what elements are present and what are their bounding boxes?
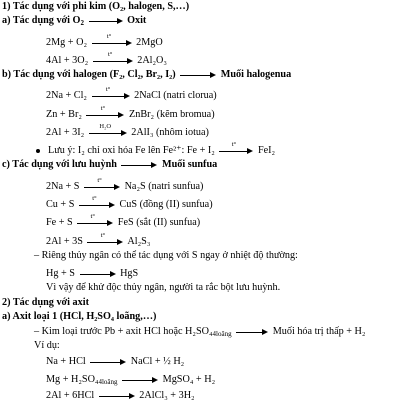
- right-arrow-icon: [89, 16, 123, 26]
- subsection-c-title: [2, 159, 217, 171]
- subsection-2a-title: a) Axit loại 1 (HCl, H₂SO₄ loãng,…): [2, 311, 157, 322]
- reaction-line: [46, 268, 138, 280]
- right-arrow-icon: [219, 140, 253, 156]
- reaction-lhs: Mg + H₂SO₄: [46, 374, 99, 385]
- acid-rule-result: Muối hóa trị thấp + H₂: [272, 326, 366, 337]
- subsection-a-title-sub: 2: [80, 19, 84, 27]
- acid-rule-sub: 4loãng: [212, 330, 232, 338]
- right-arrow-icon: [90, 357, 126, 367]
- arrow-condition: t°: [92, 194, 97, 202]
- acid-rule-text: – Kim loại trước Pb + axit HCl hoặc H₂SO₄: [34, 326, 213, 337]
- right-arrow-icon: [93, 50, 133, 66]
- subsection-a-title-text: a) Tác dụng với O: [2, 15, 81, 26]
- reaction-line: [46, 194, 213, 211]
- reaction-lhs: 2Al + 3S: [46, 236, 83, 247]
- reaction-rhs: Na₂S (natri sunfua): [124, 181, 204, 192]
- reaction-lhs: 2Mg + O₂: [46, 37, 87, 48]
- subsection-c-title-text: c) Tác dụng với lưu huỳnh: [2, 159, 117, 170]
- reaction-lhs-sub: 4loãng: [98, 378, 118, 386]
- right-arrow-icon: [92, 85, 130, 101]
- reaction-lhs: 2Na + S: [46, 181, 80, 192]
- reaction-rhs: NaCl + ½ H₂: [130, 356, 185, 367]
- reaction-line: [46, 356, 184, 368]
- reaction-lhs: Fe + S: [46, 217, 73, 228]
- right-arrow-icon: [236, 327, 268, 337]
- reaction-rhs: MgSO₄ + H₂: [162, 374, 216, 385]
- reaction-rhs: 2MgO: [136, 37, 163, 48]
- right-arrow-icon: [122, 375, 158, 385]
- note-text: Lưu ý: I₂ chỉ oxi hóa Fe lên Fe²⁺: Fe + I₂: [48, 145, 215, 156]
- reaction-line: [46, 50, 167, 67]
- arrow-condition: t°: [105, 85, 111, 93]
- reaction-lhs: Cu + S: [46, 199, 75, 210]
- arrow-condition: t°: [231, 140, 237, 148]
- right-arrow-icon: [180, 70, 216, 80]
- reaction-rhs: 2Al₂O₃: [137, 55, 167, 66]
- reaction-line: [46, 374, 215, 386]
- reaction-lhs: 2Al + 6HCl: [46, 390, 95, 401]
- arrow-condition: t°: [97, 176, 102, 184]
- subsection-b-title-text: b) Tác dụng với halogen (F₂, Cl₂, Br₂, I₂): [2, 69, 176, 80]
- example-label: Ví dụ:: [34, 340, 60, 351]
- right-arrow-icon: [121, 160, 157, 170]
- reaction-rhs: FeS (sắt (II) sunfua): [117, 217, 201, 228]
- subsection-c-title-result: Muối sunfua: [162, 159, 218, 170]
- right-arrow-icon: [87, 231, 123, 247]
- right-arrow-icon: [92, 32, 132, 48]
- reaction-lhs: Hg + S: [46, 268, 75, 279]
- section-1-heading: 1) Tác dụng với phi kim (O₂, halogen, S,…): [2, 1, 190, 12]
- reaction-lhs: Na + HCl: [46, 356, 86, 367]
- reaction-rhs: 2AlI₃ (nhôm iotua): [131, 127, 209, 138]
- reaction-rhs: 2AlCl₃ + 3H₂: [139, 390, 195, 401]
- subsection-a-title: [2, 15, 146, 27]
- right-arrow-icon: [86, 104, 124, 120]
- arrow-condition: t°: [107, 50, 113, 58]
- reaction-line: [46, 390, 195, 402]
- right-arrow-icon: [80, 269, 116, 279]
- arrow-condition: t°: [90, 212, 95, 220]
- arrow-condition: t°: [100, 104, 106, 112]
- right-arrow-icon: [77, 212, 113, 228]
- reaction-line: [46, 85, 217, 102]
- right-arrow-icon: [99, 391, 135, 401]
- reaction-line: [46, 212, 201, 229]
- mercury-note: – Riêng thủy ngân có thể tác dụng với S ngay ở nhiệt độ thường:: [34, 250, 298, 261]
- reaction-line: [46, 122, 209, 139]
- right-arrow-icon: [79, 194, 115, 210]
- reaction-line: [46, 104, 215, 121]
- reaction-line: [46, 176, 204, 193]
- note-result: FeI₂: [257, 145, 276, 156]
- subsection-b-title-result: Muối halogenua: [220, 69, 292, 80]
- reaction-rhs: ZnBr₂ (kẽm bromua): [129, 109, 215, 120]
- subsection-b-title: [2, 69, 291, 81]
- arrow-condition: t°: [100, 231, 106, 239]
- section-2-heading: 2) Tác dụng với axit: [2, 297, 89, 308]
- reaction-lhs: Zn + Br₂: [46, 109, 82, 120]
- arrow-condition: t°: [106, 32, 112, 40]
- reaction-line: [46, 231, 151, 248]
- acid-rule: [34, 326, 365, 338]
- reaction-rhs: 2NaCl (natri clorua): [134, 90, 217, 101]
- mercury-note-detail: Vì vậy để khử độc thủy ngân, người ta rắc bột lưu huỳnh.: [46, 282, 281, 293]
- right-arrow-icon: [84, 176, 120, 192]
- reaction-line: [46, 32, 163, 49]
- bullet-icon: [36, 149, 40, 153]
- reaction-rhs: Al₂S₃: [127, 236, 151, 247]
- reaction-rhs: HgS: [120, 268, 139, 279]
- arrow-condition: H₂O: [99, 122, 112, 130]
- note-line: [36, 140, 276, 157]
- reaction-lhs: 2Na + Cl₂: [46, 90, 87, 101]
- reaction-rhs: CuS (đồng (II) sunfua): [119, 199, 213, 210]
- right-arrow-icon: [89, 122, 127, 138]
- reaction-lhs: 2Al + 3I₂: [46, 127, 85, 138]
- subsection-a-title-result: Oxit: [127, 15, 147, 26]
- reaction-lhs: 4Al + 3O₂: [46, 55, 89, 66]
